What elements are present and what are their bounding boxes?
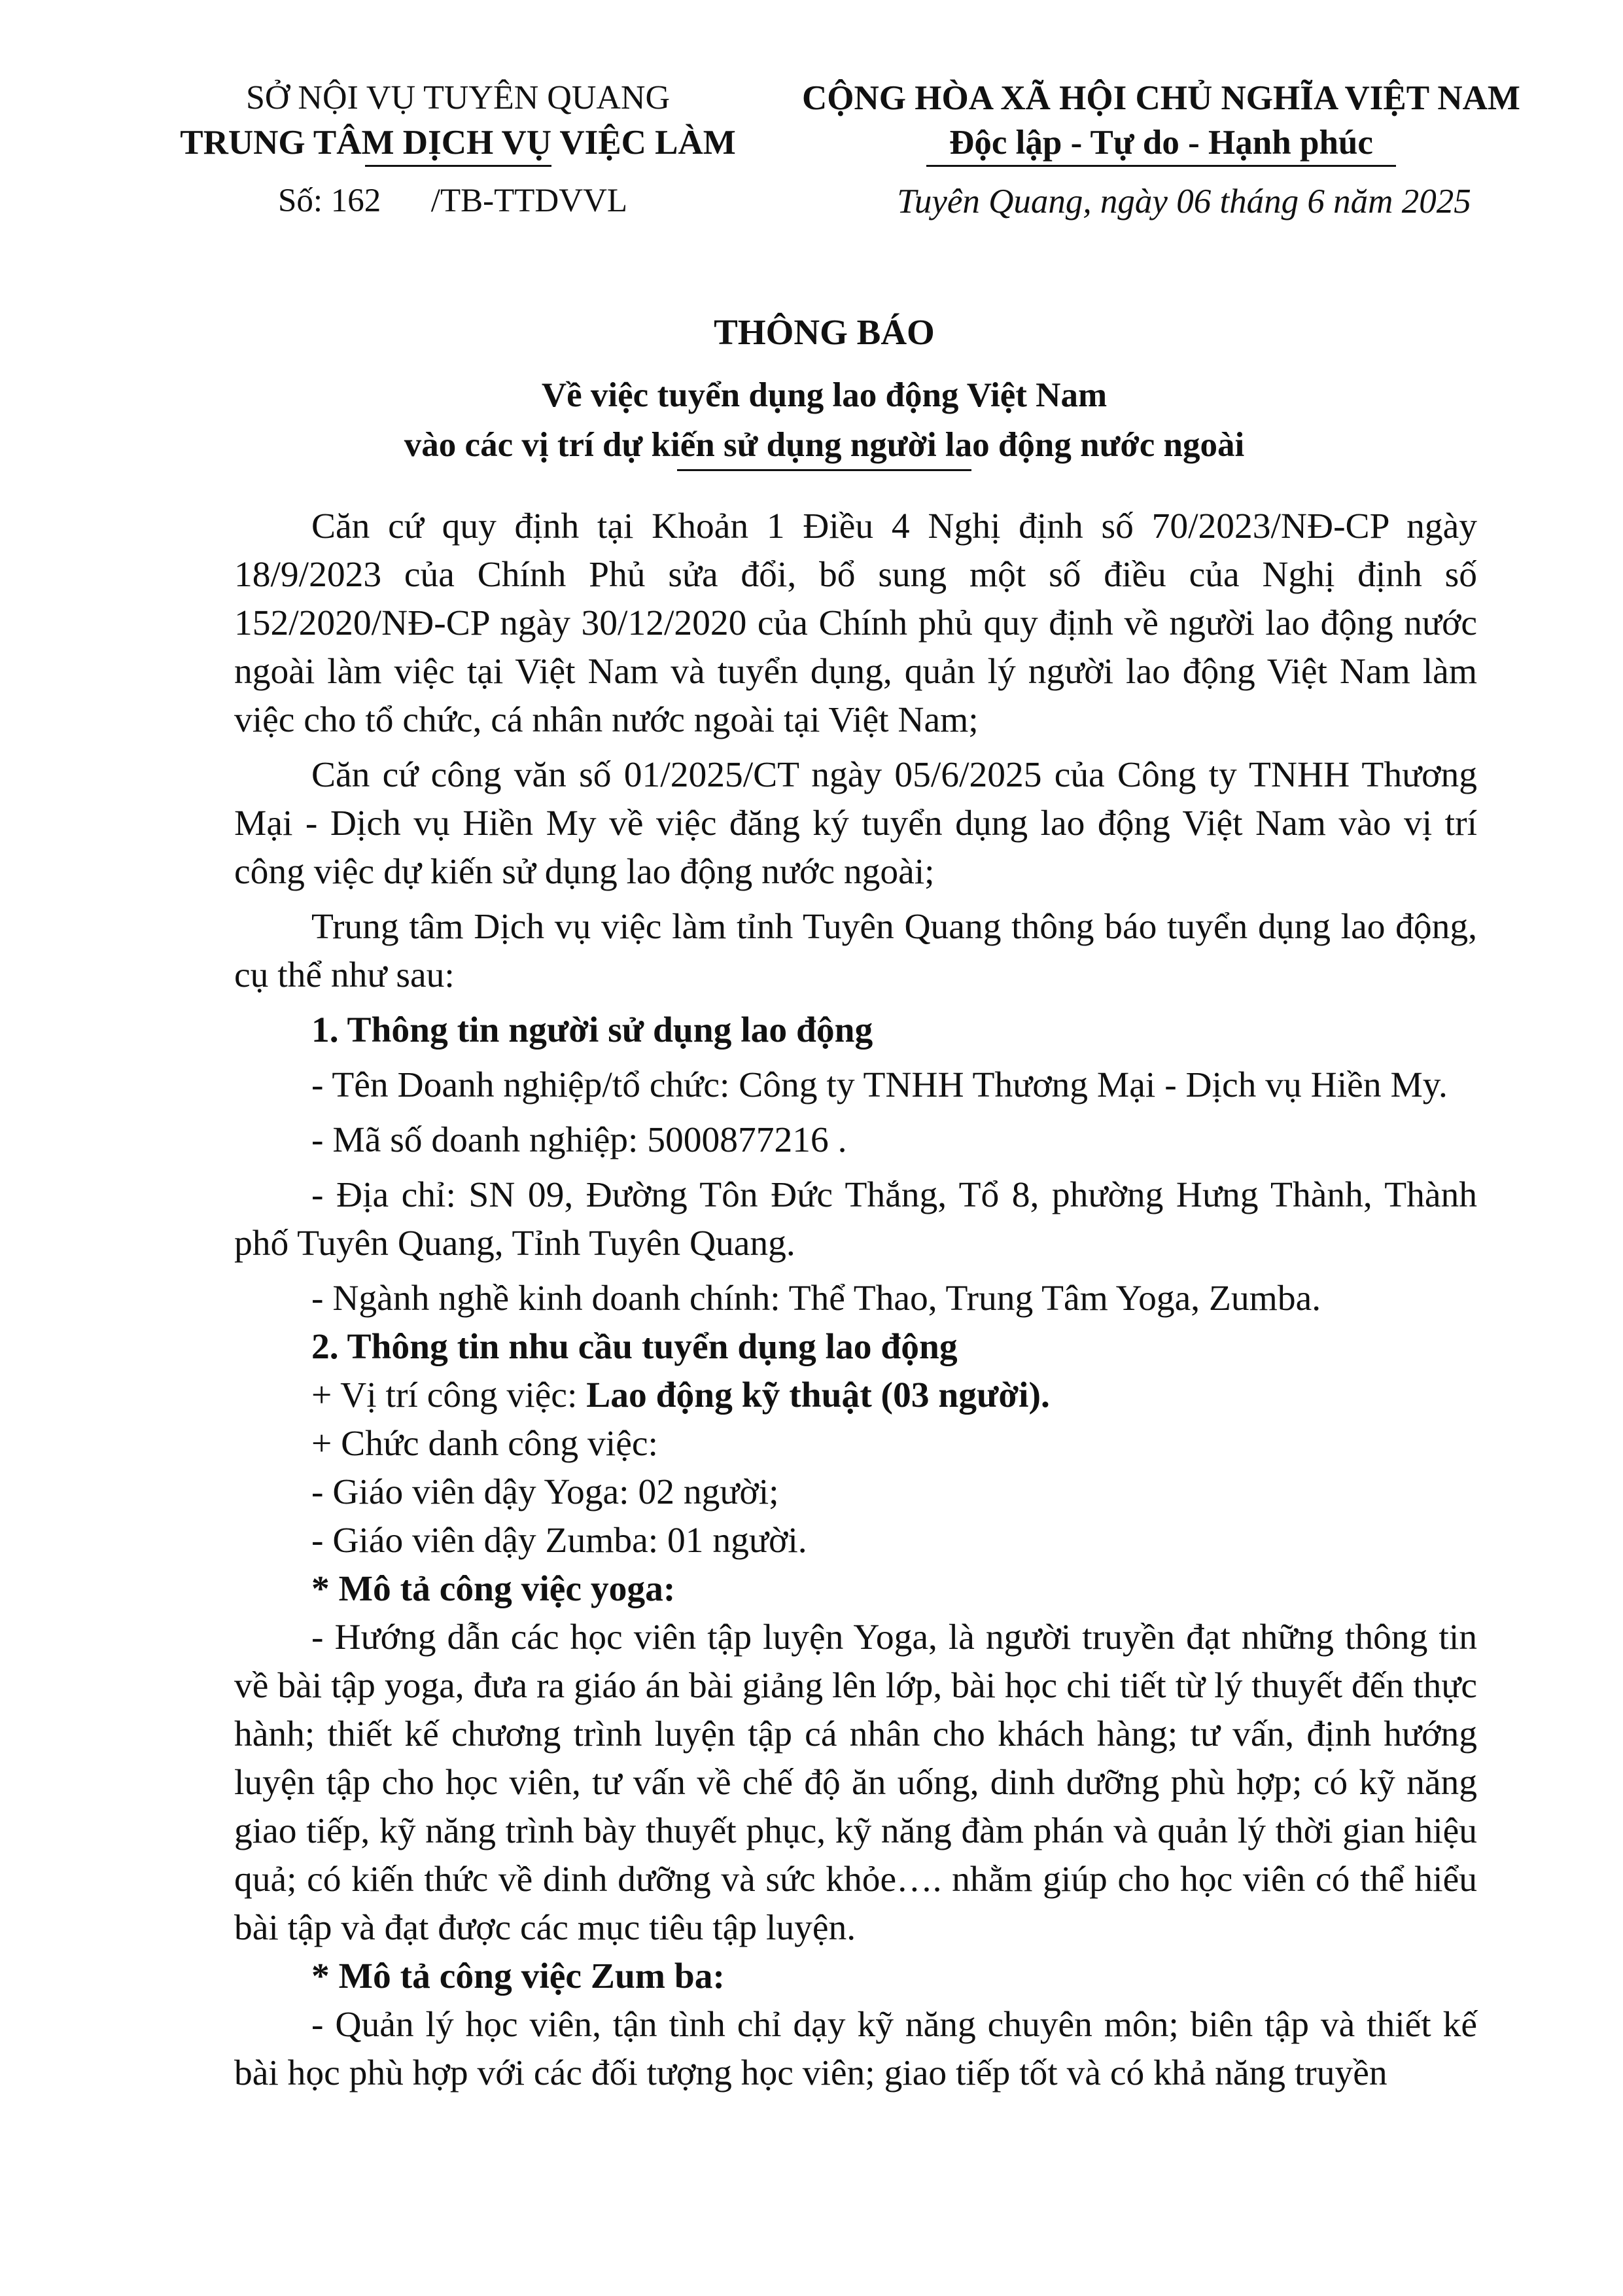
national-motto-block (772, 76, 1550, 167)
employer-business-line: - Ngành nghề kinh doanh chính: Thể Thao, Trung Tâm Yoga, Zumba. (311, 1279, 1321, 1318)
parent-agency: SỞ NỘI VỤ TUYÊN QUANG (245, 79, 671, 116)
job-position (234, 1371, 1477, 1420)
subject-line-1: Về việc tuyển dụng lao động Việt Nam (541, 376, 1108, 414)
country-name: CỘNG HÒA XÃ HỘI CHỦ NGHĨA VIỆT NAM (802, 79, 1520, 117)
subject-line-2: vào các vị trí dự kiến sử dụng người lao động nước ngoài (404, 426, 1245, 464)
job-position-label: + Vị trí công việc: (311, 1375, 587, 1415)
place-and-date: Tuyên Quang, ngày 06 tháng 6 năm 2025 (897, 183, 1471, 221)
legal-basis-paragraph: Căn cứ quy định tại Khoản 1 Điều 4 Nghị định số 70/2023/NĐ-CP ngày 18/9/2023 của Chính Phủ sửa đổi, bổ sung một số điều của Nghị định số 152/2020/NĐ-CP ngày 30/12/2020 của Chính phủ quy định về người lao động nước ngoài làm việc tại Việt Nam và tuyển dụng, quản lý người lao động Việt Nam làm việc cho tổ chức, cá nhân nước ngoài tại Việt Nam; (234, 506, 1477, 740)
motto: Độc lập - Tự do - Hạnh phúc (949, 124, 1373, 162)
zumba-teacher-count: - Giáo viên dậy Zumba: 01 người. (311, 1521, 807, 1561)
job-titles-label: + Chức danh công việc: (311, 1424, 658, 1464)
employer-tax-code: - Mã số doanh nghiệp: 5000877216 . (311, 1120, 847, 1160)
yoga-teacher-count: - Giáo viên dậy Yoga: 02 người; (311, 1472, 779, 1512)
section-1-heading: 1. Thông tin người sử dụng lao động (311, 1010, 873, 1050)
document-title: THÔNG BÁO (714, 312, 935, 352)
yoga-description-heading: * Mô tả công việc yoga: (311, 1569, 676, 1609)
issuing-agency: TRUNG TÂM DỊCH VỤ VIỆC LÀM (180, 124, 736, 162)
employer-address: - Địa chỉ: SN 09, Đường Tôn Đức Thắng, Tổ 8, phường Hưng Thành, Thành phố Tuyên Quang, Tỉnh Tuyên Quang. (234, 1175, 1477, 1263)
document-body (234, 503, 1477, 2098)
employer-name: - Tên Doanh nghiệp/tổ chức: Công ty TNHH Thương Mại - Dịch vụ Hiền My. (311, 1065, 1448, 1105)
zumba-description: - Quản lý học viên, tận tình chỉ dạy kỹ năng chuyên môn; biên tập và thiết kế bài học phù hợp với các đối tượng học viên; giao tiếp tốt và có khả năng truyền (234, 2005, 1477, 2093)
document-subject (150, 370, 1498, 470)
zumba-description-heading: * Mô tả công việc Zum ba: (311, 1956, 725, 1996)
section-2-heading: 2. Thông tin nhu cầu tuyển dụng lao động (311, 1327, 958, 1367)
issuing-agency-block (150, 76, 765, 167)
document-number: Số: 162 /TB-TTDVVL (278, 183, 628, 219)
announcement-paragraph: Trung tâm Dịch vụ việc làm tỉnh Tuyên Quang thông báo tuyển dụng lao động, cụ thể như sau: (234, 907, 1477, 995)
agency-underline (365, 165, 551, 167)
request-basis-paragraph: Căn cứ công văn số 01/2025/CT ngày 05/6/2025 của Công ty TNHH Thương Mại - Dịch vụ Hiền My về việc đăng ký tuyển dụng lao động Việt Nam vào vị trí công việc dự kiến sử dụng lao động nước ngoài; (234, 755, 1477, 892)
motto-underline (926, 165, 1396, 167)
job-position-value: Lao động kỹ thuật (03 người). (586, 1375, 1050, 1415)
yoga-description: - Hướng dẫn các học viên tập luyện Yoga, là người truyền đạt những thông tin về bài tập yoga, đưa ra giáo án bài giảng lên lớp, bài học chi tiết từ lý thuyết đến thực hành; thiết kế chương trình luyện tập cá nhân cho khách hàng; tư vấn, định hướng luyện tập cho học viên, tư vấn về chế độ ăn uống, dinh dưỡng phù hợp; có kỹ năng giao tiếp, kỹ năng trình bày thuyết phục, kỹ năng đàm phán và quản lý thời gian hiệu quả; có kiến thức về dinh dưỡng và sức khỏe…. nhằm giúp cho học viên có thể hiểu bài tập và đạt được các mục tiêu tập luyện. (234, 1617, 1477, 1948)
title-divider (677, 469, 971, 471)
